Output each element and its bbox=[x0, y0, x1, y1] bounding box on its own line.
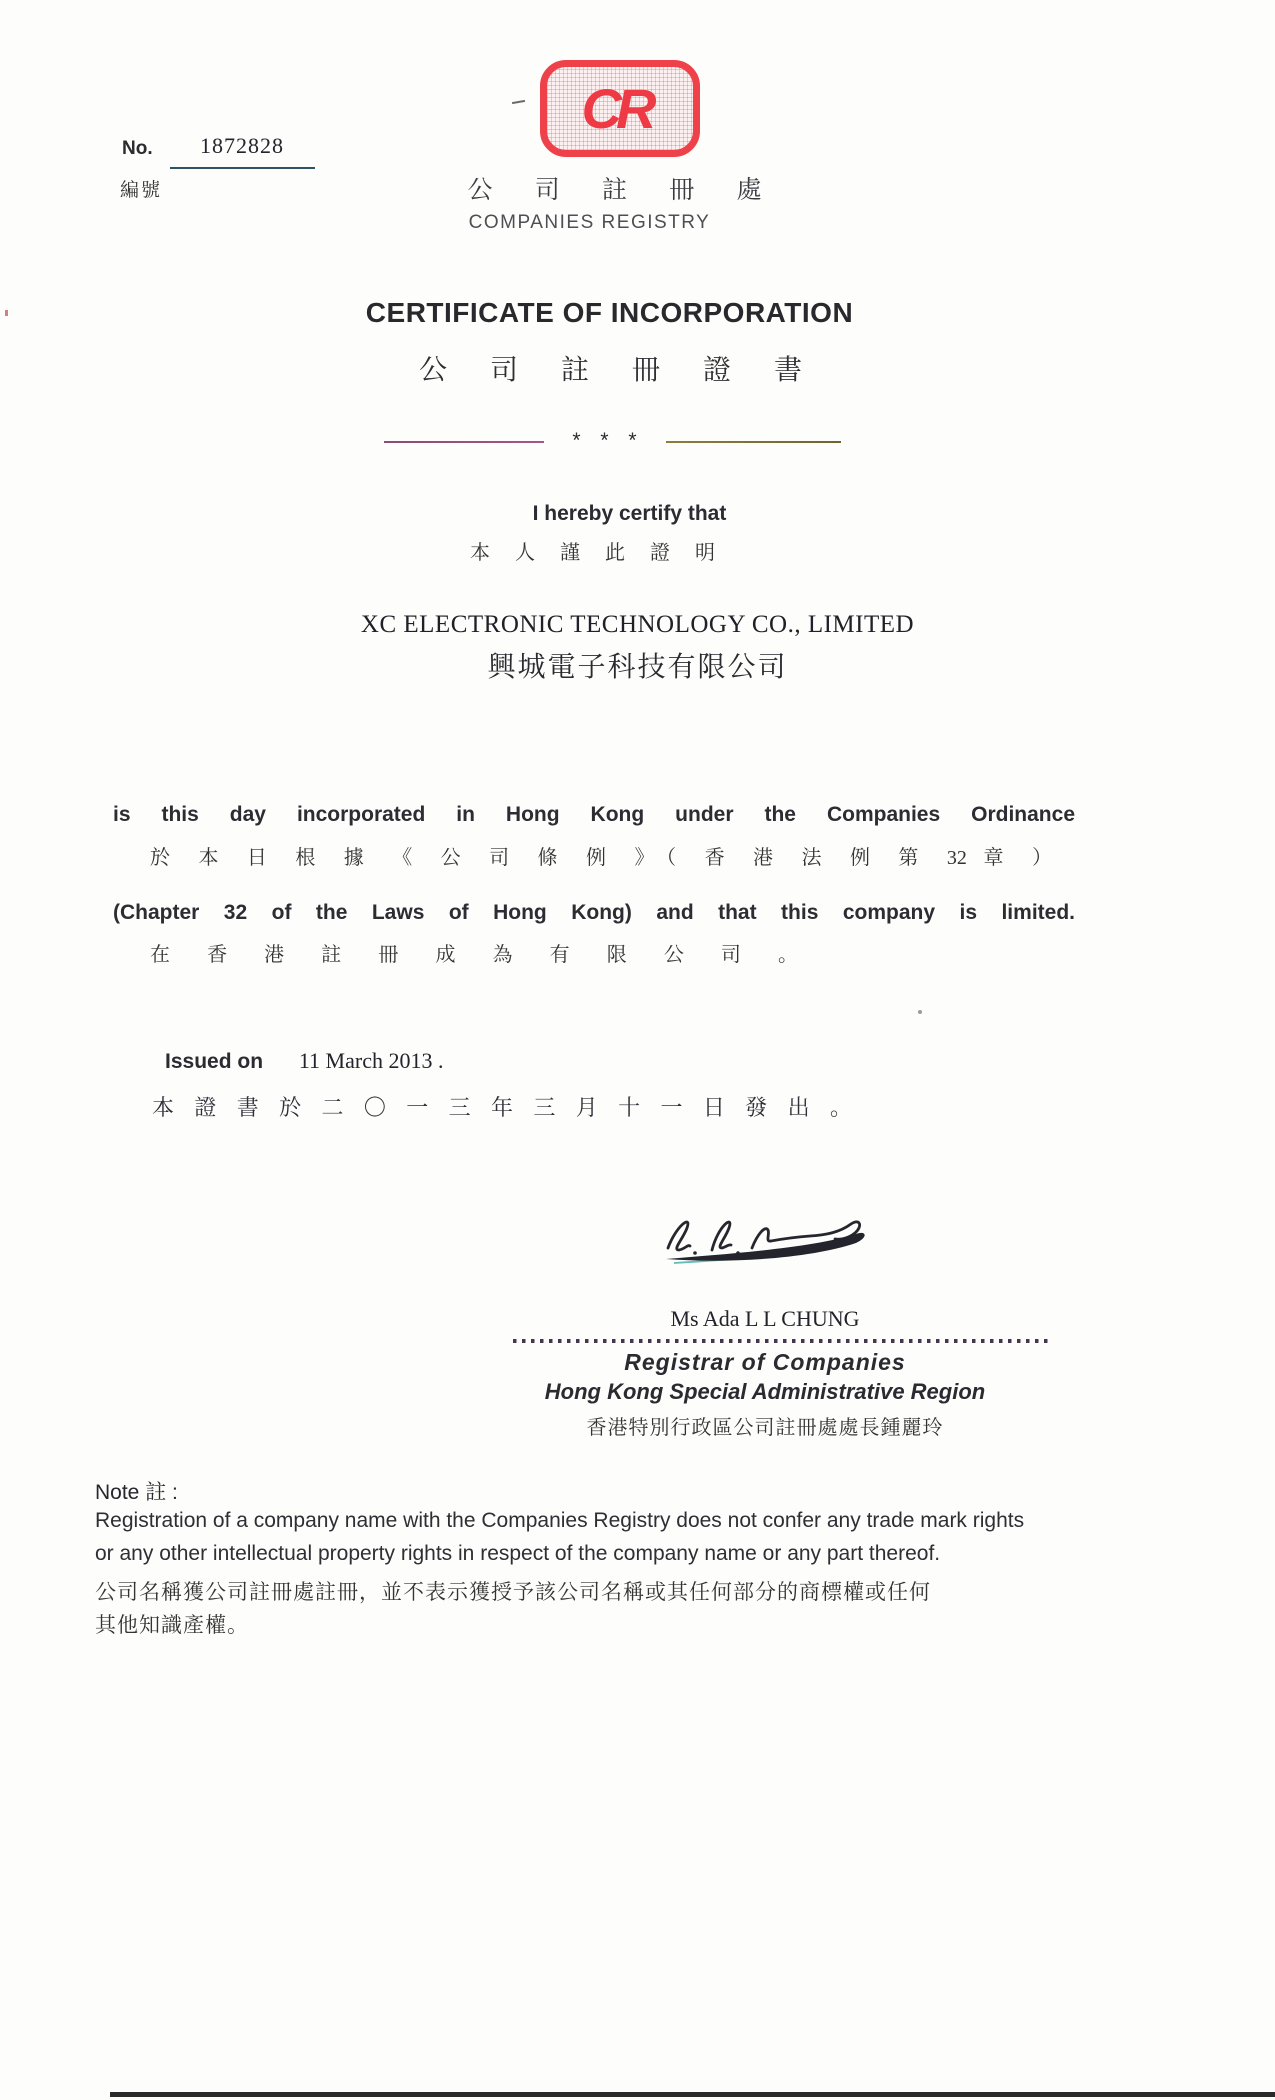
divider-line-left bbox=[384, 441, 544, 443]
certificate-title-english: CERTIFICATE OF INCORPORATION bbox=[365, 297, 854, 328]
signature-block bbox=[340, 1306, 1190, 1440]
divider-stars: * * * bbox=[572, 429, 644, 452]
body-line1-english: is this day incorporated in Hong Kong under the Companies Ordinance bbox=[113, 803, 1075, 826]
company-name-english: XC ELECTRONIC TECHNOLOGY CO., LIMITED bbox=[360, 611, 915, 638]
company-name-chinese: 興城電子科技有限公司 bbox=[487, 652, 788, 683]
note-english-line2: or any other intellectual property rights in respect of the company name or any part thereof. bbox=[95, 1542, 941, 1565]
registrar-name: Ms Ada L L CHUNG bbox=[670, 1306, 860, 1331]
body-line2-chinese: 在 香 港 註 冊 成 為 有 限 公 司 。 bbox=[150, 944, 798, 966]
registrar-title-chinese: 香港特別行政區公司註冊處處長鍾麗玲 bbox=[586, 1417, 944, 1439]
cr-logo-letters: CR bbox=[581, 77, 651, 140]
issued-on-row bbox=[165, 1048, 443, 1074]
certify-statement-chinese: 本 人 謹 此 證 明 bbox=[470, 542, 725, 564]
scan-speck bbox=[918, 1010, 922, 1014]
registrar-title: Registrar of Companies bbox=[624, 1349, 906, 1375]
title-divider bbox=[0, 430, 1250, 454]
issued-on-label: Issued on bbox=[165, 1050, 264, 1073]
certify-statement-english: I hereby certify that bbox=[532, 502, 727, 525]
body-line1-chinese: 於 本 日 根 據 《 公 司 條 例 》（ 香 港 法 例 第 32 章 ） bbox=[150, 847, 1052, 869]
note-label: Note 註 : bbox=[95, 1481, 178, 1504]
scan-speck bbox=[512, 100, 525, 104]
registrar-signature bbox=[652, 1208, 890, 1274]
registry-name-english: COMPANIES REGISTRY bbox=[468, 212, 711, 233]
body-line2-english: (Chapter 32 of the Laws of Hong Kong) and that this company is limited. bbox=[113, 901, 1075, 924]
issued-on-chinese: 本 證 書 於 二 〇 一 三 年 三 月 十 一 日 發 出 。 bbox=[152, 1095, 852, 1120]
scan-edge-line bbox=[110, 2092, 1275, 2097]
signature-dotted-line bbox=[513, 1339, 1053, 1343]
certificate-number-underline bbox=[170, 167, 315, 169]
certificate-number-label: No. bbox=[122, 138, 153, 159]
certificate-number-value: 1872828 bbox=[200, 133, 284, 158]
note-chinese-line2: 其他知識產權。 bbox=[95, 1613, 249, 1637]
certificate-number-label-chinese: 編號 bbox=[120, 180, 163, 201]
scan-speck bbox=[5, 310, 8, 316]
registry-name-chinese: 公 司 註 冊 處 bbox=[467, 177, 780, 204]
issued-on-date: 11 March 2013 . bbox=[298, 1048, 444, 1073]
note-chinese-line1: 公司名稱獲公司註冊處註冊，並不表示獲授予該公司名稱或其任何部分的商標權或任何 bbox=[95, 1580, 931, 1604]
divider-line-right bbox=[666, 441, 841, 443]
note-english-line1: Registration of a company name with the Companies Registry does not confer any trade mark rights bbox=[95, 1509, 1025, 1532]
companies-registry-logo bbox=[540, 60, 700, 157]
certificate-title-chinese: 公 司 註 冊 證 書 bbox=[418, 355, 820, 386]
registrar-region: Hong Kong Special Administrative Region bbox=[544, 1379, 986, 1404]
